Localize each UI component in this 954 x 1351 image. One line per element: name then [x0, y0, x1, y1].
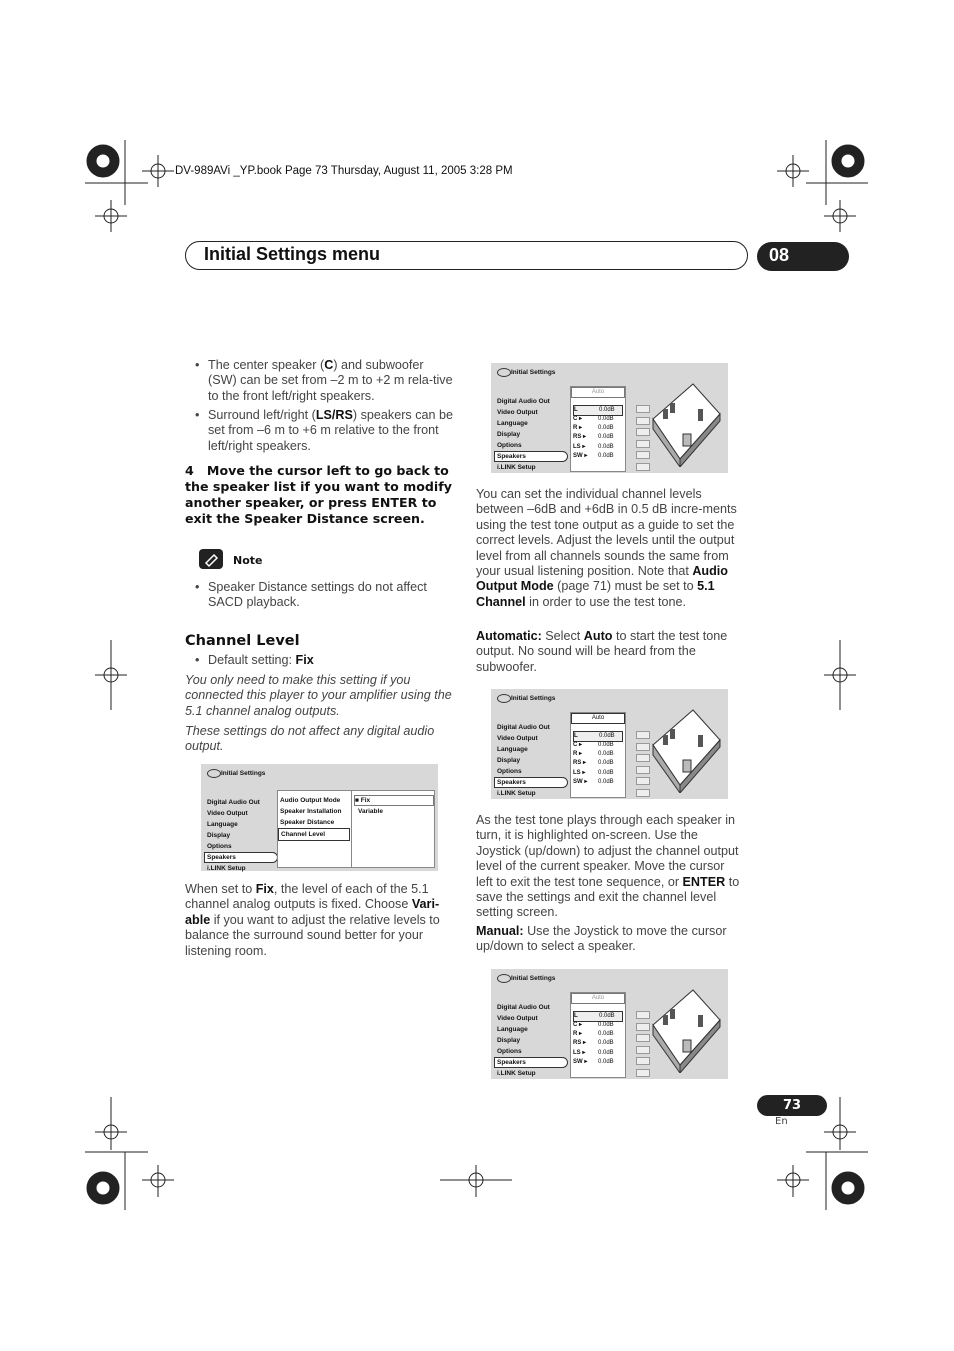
speaker-room-icon [648, 985, 723, 1073]
channel-row[interactable]: R ▸ 0.0dB [573, 425, 614, 431]
channel-row[interactable]: LS ▸ 0.0dB [573, 1050, 614, 1056]
channel-row[interactable]: RS ▸ 0.0dB [573, 760, 614, 766]
menu-item[interactable]: Video Output [207, 810, 248, 817]
menu-item[interactable]: Digital Audio Out [497, 724, 550, 731]
book-info-line: DV-989AVi _YP.book Page 73 Thursday, August 11, 2005 3:28 PM [175, 165, 513, 177]
step-4: 4 Move the cursor left to go back to the speaker list if you want to modify another speaker, or press ENTER to exit the Speaker Distance screen. [185, 463, 452, 526]
menu-item[interactable]: Video Output [497, 409, 538, 416]
channel-row[interactable]: LS ▸ 0.0dB [573, 444, 614, 450]
auto-button[interactable]: Auto [571, 993, 625, 1004]
channel-row[interactable]: C ▸ 0.0dB [573, 1022, 614, 1028]
bullet-dot: • [195, 408, 200, 422]
bullet-dot: • [195, 580, 200, 594]
menu-item[interactable]: Display [497, 757, 521, 764]
menu-item[interactable]: Language [497, 746, 528, 753]
channel-row[interactable]: C ▸ 0.0dB [573, 416, 614, 422]
menu-item-selected[interactable]: Speakers [494, 777, 568, 788]
bullet-center-speaker: The center speaker (C) and subwoofer (SW) can be set from –2 m to +2 m rela-tive to the front left/right speakers. [208, 358, 453, 403]
disc-icon [497, 368, 511, 377]
speaker-room-icon [648, 379, 723, 467]
speaker-room-icon [648, 705, 723, 793]
channel-panel [570, 386, 626, 472]
menu-item[interactable]: Language [497, 420, 528, 427]
disc-icon [497, 694, 511, 703]
channel-row[interactable]: SW ▸ 0.0dB [573, 779, 614, 785]
channel-row[interactable]: L 0.0dB [573, 1011, 623, 1022]
submenu-item[interactable]: Speaker Distance [280, 819, 335, 826]
menu-item[interactable]: i.LINK Setup [497, 790, 536, 797]
menu-item[interactable]: Video Output [497, 735, 538, 742]
channel-row[interactable]: RS ▸ 0.0dB [573, 434, 614, 440]
page-title: Initial Settings menu [204, 244, 381, 264]
channel-row[interactable]: SW ▸ 0.0dB [573, 1059, 614, 1065]
channel-panel [570, 992, 626, 1078]
menu-item[interactable]: Display [497, 1037, 521, 1044]
menu-item[interactable]: Options [207, 843, 232, 850]
menu-item[interactable]: i.LINK Setup [497, 464, 536, 471]
submenu-item[interactable]: Speaker Installation [280, 808, 342, 815]
menu-item[interactable]: Options [497, 442, 522, 449]
automatic-paragraph: Automatic: Select Auto to start the test tone output. No sound will be heard from the subwoofer. [476, 629, 728, 674]
page-number: 73 [757, 1095, 827, 1116]
disc-icon [207, 769, 221, 778]
disc-icon [497, 974, 511, 983]
test-tone-paragraph: As the test tone plays through each speaker in turn, it is highlighted on-screen. Use the Joystick (up/down) to adjust the channel output level of the current speaker. Move the cursor left to exit the test tone sequence, or ENTER to save the settings and exit the channel level setting screen. [476, 813, 740, 920]
italic-note-1: You only need to make this setting if you connected this player to your amplifier using the 5.1 channel analog outputs. [185, 673, 452, 718]
italic-note-2: These settings do not affect any digital audio output. [185, 724, 435, 754]
channel-row[interactable]: R ▸ 0.0dB [573, 1031, 614, 1037]
bullet-dot: • [195, 653, 200, 667]
menu-item[interactable]: Options [497, 1048, 522, 1055]
channel-row[interactable]: SW ▸ 0.0dB [573, 453, 614, 459]
screen-title: Initial Settings [511, 695, 556, 702]
menu-item[interactable]: Display [497, 431, 521, 438]
auto-button[interactable]: Auto [571, 387, 625, 398]
screen-title: Initial Settings [221, 770, 266, 777]
level-bars [636, 731, 648, 800]
menu-item[interactable]: i.LINK Setup [207, 865, 246, 872]
note-label: Note [233, 554, 263, 567]
menu-item[interactable]: Digital Audio Out [207, 799, 260, 806]
note-icon [199, 549, 223, 569]
menu-item[interactable]: Options [497, 768, 522, 775]
channel-row[interactable]: L 0.0dB [573, 731, 623, 742]
screen-title: Initial Settings [511, 975, 556, 982]
menu-item-selected[interactable]: Speakers [494, 451, 568, 462]
fix-variable-paragraph: When set to Fix, the level of each of the 5.1 channel analog outputs is fixed. Choose Vari-able if you want to adjust the relative levels to balance the surround sound better for your listening room. [185, 882, 440, 958]
channel-row[interactable]: R ▸ 0.0dB [573, 751, 614, 757]
screen-channel-level-2 [491, 689, 728, 799]
screen-channel-level-menu [201, 764, 438, 871]
menu-item-selected[interactable]: Speakers [204, 852, 278, 863]
menu-item[interactable]: Digital Audio Out [497, 398, 550, 405]
menu-item[interactable]: Video Output [497, 1015, 538, 1022]
auto-button[interactable]: Auto [571, 713, 625, 724]
option-fix[interactable]: ■ Fix [354, 795, 434, 806]
level-bars [636, 1011, 648, 1080]
channel-row[interactable]: L 0.0dB [573, 405, 623, 416]
menu-item-selected[interactable]: Speakers [494, 1057, 568, 1068]
channel-row[interactable]: RS ▸ 0.0dB [573, 1040, 614, 1046]
manual-paragraph: Manual: Use the Joystick to move the cursor up/down to select a speaker. [476, 924, 727, 954]
menu-item[interactable]: Digital Audio Out [497, 1004, 550, 1011]
section-heading: Channel Level [185, 633, 300, 649]
menu-item[interactable]: i.LINK Setup [497, 1070, 536, 1077]
channel-row[interactable]: C ▸ 0.0dB [573, 742, 614, 748]
bullet-dot: • [195, 358, 200, 372]
screen-title: Initial Settings [511, 369, 556, 376]
bullet-surround-speaker: Surround left/right (LS/RS) speakers can be set from –6 m to +6 m relative to the front left/right speakers. [208, 408, 454, 453]
note-bullet: Speaker Distance settings do not affect SACD playback. [208, 580, 427, 610]
channel-levels-paragraph: You can set the individual channel levels between –6dB and +6dB in 0.5 dB incre-ments using the test tone output as a guide to set the correct levels. Adjust the levels until the output level from all channels sounds the same from your usual listening position. Note that Audio Output Mode (page 71) must be set to 5.1 Channel in order to use the test tone. [476, 487, 737, 609]
chapter-badge: 08 [757, 242, 849, 271]
screen-channel-level-3 [491, 969, 728, 1079]
screen-channel-level-1 [491, 363, 728, 473]
channel-row[interactable]: LS ▸ 0.0dB [573, 770, 614, 776]
channel-panel [570, 712, 626, 798]
option-variable[interactable]: Variable [358, 808, 383, 815]
menu-item[interactable]: Display [207, 832, 231, 839]
menu-item[interactable]: Language [497, 1026, 528, 1033]
submenu-item[interactable]: Audio Output Mode [280, 797, 341, 804]
submenu-item-selected[interactable]: Channel Level [278, 828, 350, 841]
menu-item[interactable]: Language [207, 821, 238, 828]
options-panel [351, 790, 435, 868]
page-language: En [775, 1116, 788, 1127]
default-setting: Default setting: Fix [208, 653, 314, 667]
level-bars [636, 405, 648, 474]
submenu-panel [277, 790, 353, 868]
